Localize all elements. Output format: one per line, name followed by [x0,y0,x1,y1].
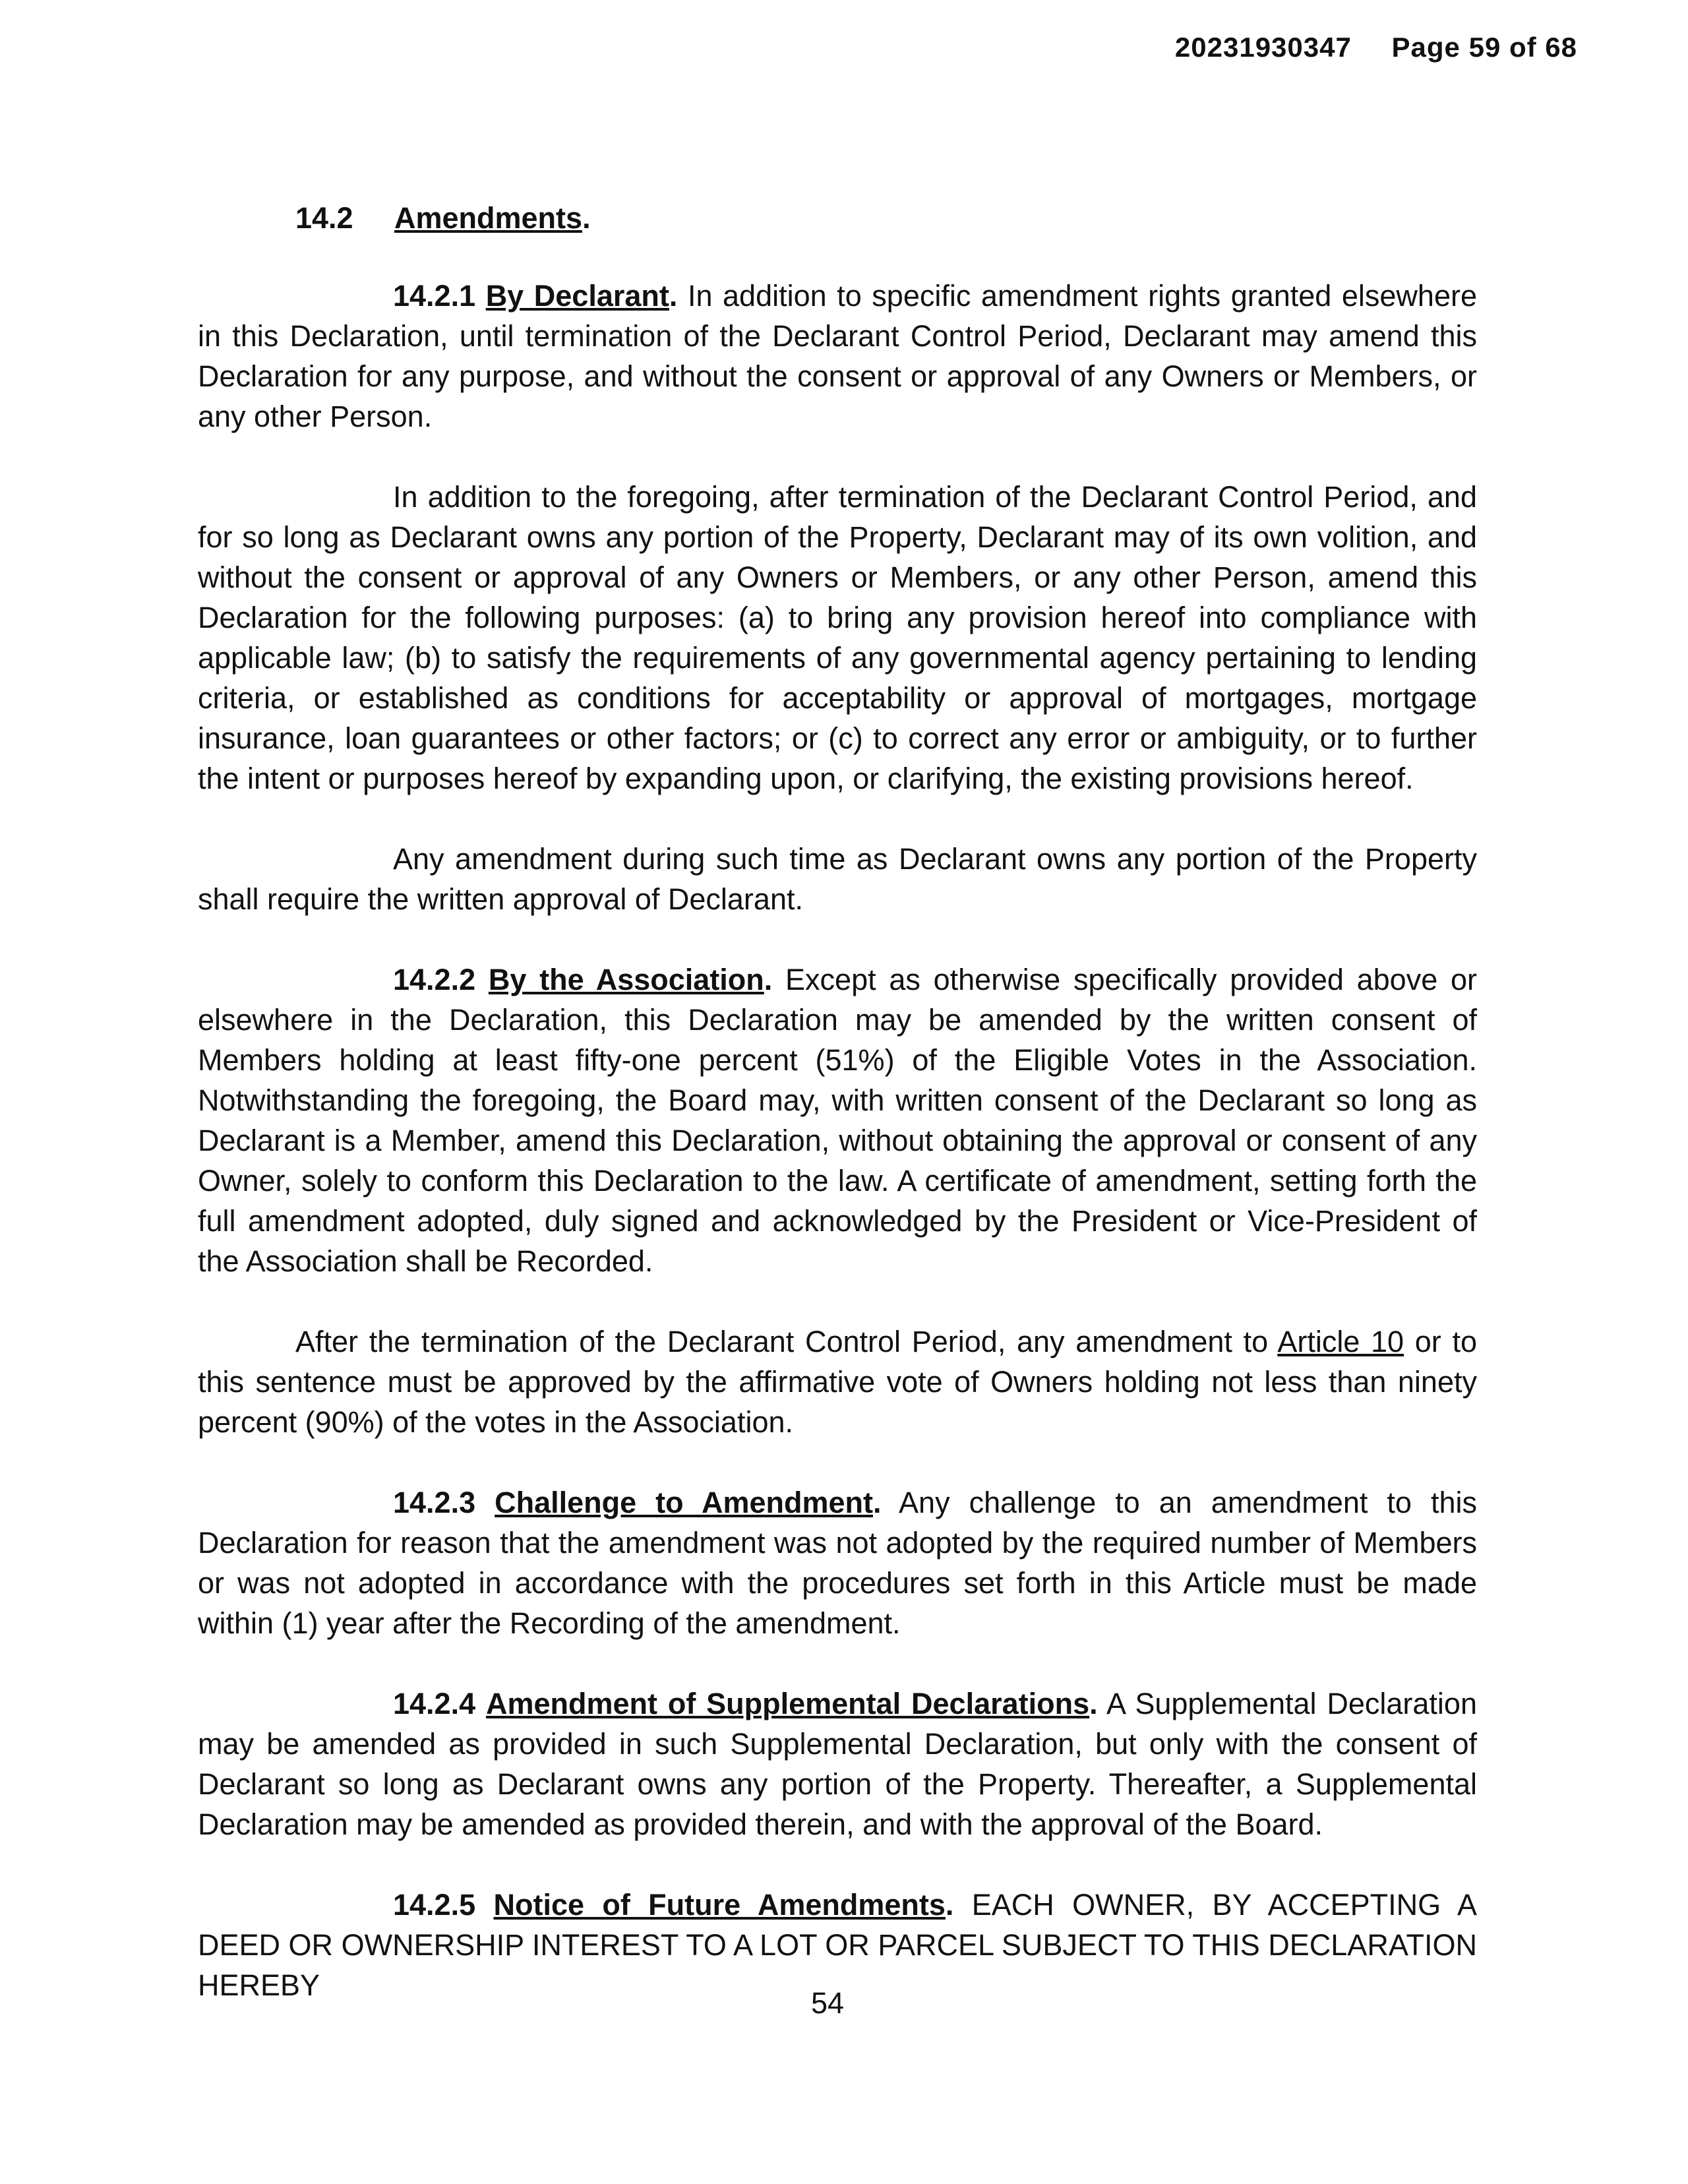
paragraph-text: Any amendment during such time as Declarant owns any portion of the Property shall require the written approval of Declarant. [198,842,1477,916]
section-number: 14.2 [295,201,353,235]
page-footer [0,1986,1655,2020]
subsection-number: 14.2.1 [393,279,476,313]
paragraph-declarant-approval [198,839,1477,919]
paragraph-text: or to this sentence must be approved by the affirmative vote of Owners holding not less than ninety percent (90%) of the votes in the Association. [198,1325,1477,1439]
subsection-title-period: . [945,1888,954,1922]
paragraph-text: A Supplemental Declaration may be amended as provided in such Supplemental Declaration, but only with the consent of Declarant so long as Declarant owns any portion of the Property. Thereafter, a Supplemental Declaration may be amended as provided therein, and with the approval of the Board. [198,1687,1477,1841]
paragraph-14-2-4 [198,1684,1477,1844]
page-counter: Page 59 of 68 [1391,32,1577,63]
document-number: 20231930347 [1174,32,1352,63]
subsection-number: 14.2.5 [393,1888,476,1922]
paragraph-text: In addition to the foregoing, after termination of the Declarant Control Period, and for so long as Declarant owns any portion of the Property, Declarant may of its own volition, and without the consent or approval of any Owners or Members, or any other Person, amend this Declaration for the following purposes: (a) to bring any provision hereof into compliance with applicable law; (b) to satisfy the requirements of any governmental agency pertaining to lending criteria, or established as conditions for acceptability or approval of mortgages, mortgage insurance, loan guarantees or other factors; or (c) to correct any error or ambiguity, or to further the intent or purposes hereof by expanding upon, or clarifying, the existing provisions hereof. [198,480,1477,795]
subsection-title: By Declarant [485,279,669,313]
paragraph-article-10 [198,1321,1477,1442]
paragraph-text: Except as otherwise specifically provided above or elsewhere in the Declaration, this Declaration may be amended by the written consent of Members holding at least fifty-one percent (51%) of the Eligible Votes in the Association. Notwithstanding the foregoing, the Board may, with written consent of the Declarant so long as Declarant is a Member, amend this Declaration, without obtaining the approval or consent of any Owner, solely to conform this Declaration to the law. A certificate of amendment, setting forth the full amendment adopted, duly signed and acknowledged by the President or Vice-President of the Association shall be Recorded. [198,963,1477,1278]
paragraph-14-2-1 [198,276,1477,437]
article-reference-link[interactable]: Article 10 [1277,1325,1404,1358]
paragraph-14-2-2 [198,959,1477,1281]
subsection-title: Challenge to Amendment [495,1486,873,1519]
page-number: 54 [810,1986,845,2020]
subsection-title-period: . [669,279,678,313]
section-heading [198,198,1477,238]
subsection-number: 14.2.3 [393,1486,476,1519]
subsection-title-period: . [764,963,773,996]
paragraph-14-2-3 [198,1482,1477,1643]
subsection-number: 14.2.4 [393,1687,476,1720]
section-title-period: . [582,201,591,235]
paragraph-declarant-purposes [198,477,1477,799]
paragraph-text: EACH OWNER, BY ACCEPTING A DEED OR OWNERSHIP INTEREST TO A LOT OR PARCEL SUBJECT TO THIS DECLARATION HEREBY [198,1888,1477,2002]
subsection-title: By the Association [488,963,764,996]
subsection-title-period: . [1089,1687,1098,1720]
subsection-number: 14.2.2 [393,963,476,996]
section-title: Amendments [394,201,583,235]
paragraph-text: Any challenge to an amendment to this Declaration for reason that the amendment was not adopted by the required number of Members or was not adopted in accordance with the procedures set forth in this Article must be made within (1) year after the Recording of the amendment. [198,1486,1477,1640]
page-header [1175,32,1577,63]
document-body [198,198,1477,2046]
subsection-title: Amendment of Supplemental Declarations [485,1687,1090,1720]
subsection-title: Notice of Future Amendments [493,1888,946,1922]
paragraph-text: In addition to specific amendment rights granted elsewhere in this Declaration, until termination of the Declarant Control Period, Declarant may amend this Declaration for any purpose, and without the consent or approval of any Owners or Members, or any other Person. [198,279,1477,433]
subsection-title-period: . [873,1486,882,1519]
paragraph-text: After the termination of the Declarant Control Period, any amendment to [295,1325,1278,1358]
